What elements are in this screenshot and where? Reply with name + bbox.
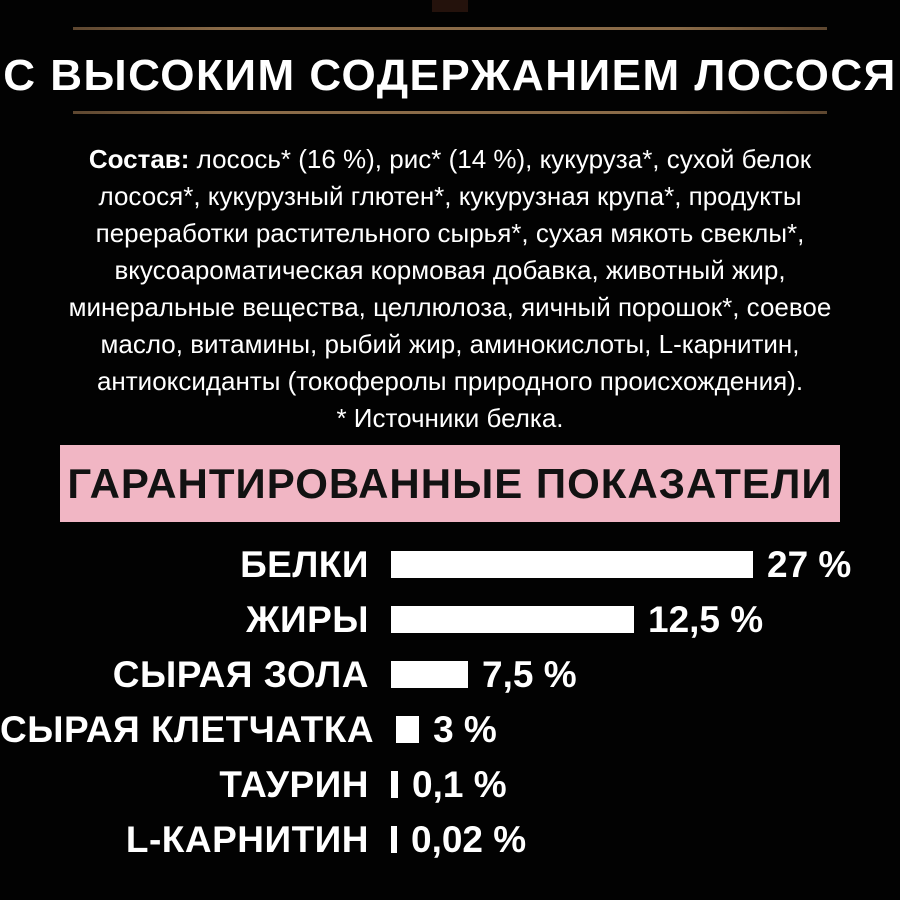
composition-line: минеральные вещества, целлюлоза, яичный порошок*, соевое [68,292,832,322]
guaranteed-indicators-banner [60,445,840,522]
composition-line: переработки растительного сырья*, сухая мякоть свеклы*, [95,218,805,248]
chart-bar [391,551,753,578]
page-title: С ВЫСОКИМ СОДЕРЖАНИЕМ ЛОСОСЯ [3,51,897,100]
composition-line: Состав: лосось* (16 %), рис* (14 %), кукуруза*, сухой белок [88,144,812,174]
chart-row-value: 12,5 % [648,598,764,640]
chart-bar [391,606,634,633]
banner-title: ГАРАНТИРОВАННЫЕ ПОКАЗАТЕЛИ [67,459,833,507]
nutrition-bar-chart [0,537,900,867]
chart-row-value: 7,5 % [482,653,577,695]
chart-bar [391,661,468,688]
chart-row-label: ЖИРЫ [246,598,369,640]
chart-row [0,592,900,647]
composition-line: * Источники белка. [336,403,564,433]
chart-bar [391,826,397,853]
composition-paragraph [0,141,900,437]
composition-line: антиоксиданты (токоферолы природного происхождения). [96,366,804,396]
chart-row [0,537,900,592]
chart-row [0,757,900,812]
chart-row [0,702,900,757]
chart-bar [396,716,419,743]
chart-row-label: ТАУРИН [219,763,369,805]
ribbon-tab [432,0,468,12]
chart-row [0,647,900,702]
composition-line: лосося*, кукурузный глютен*, кукурузная крупа*, продукты [98,181,802,211]
chart-row-label: L-КАРНИТИН [125,818,369,860]
composition-label: Состав: [88,144,190,174]
composition-line: вкусоароматическая кормовая добавка, животный жир, [114,255,786,285]
chart-row-value: 0,02 % [411,818,527,860]
chart-row-value: 3 % [433,708,497,750]
composition-line: масло, витамины, рыбий жир, аминокислоты, L-карнитин, [100,329,800,359]
chart-row [0,812,900,867]
chart-row-label: СЫРАЯ ЗОЛА [112,653,369,695]
chart-row-label: БЕЛКИ [240,543,369,585]
chart-row-label: СЫРАЯ КЛЕТЧАТКА [0,708,375,750]
chart-row-value: 27 % [767,543,852,585]
chart-bar [391,771,398,798]
divider-line-bottom [73,111,827,114]
divider-line-top [73,27,827,30]
chart-row-value: 0,1 % [412,763,507,805]
